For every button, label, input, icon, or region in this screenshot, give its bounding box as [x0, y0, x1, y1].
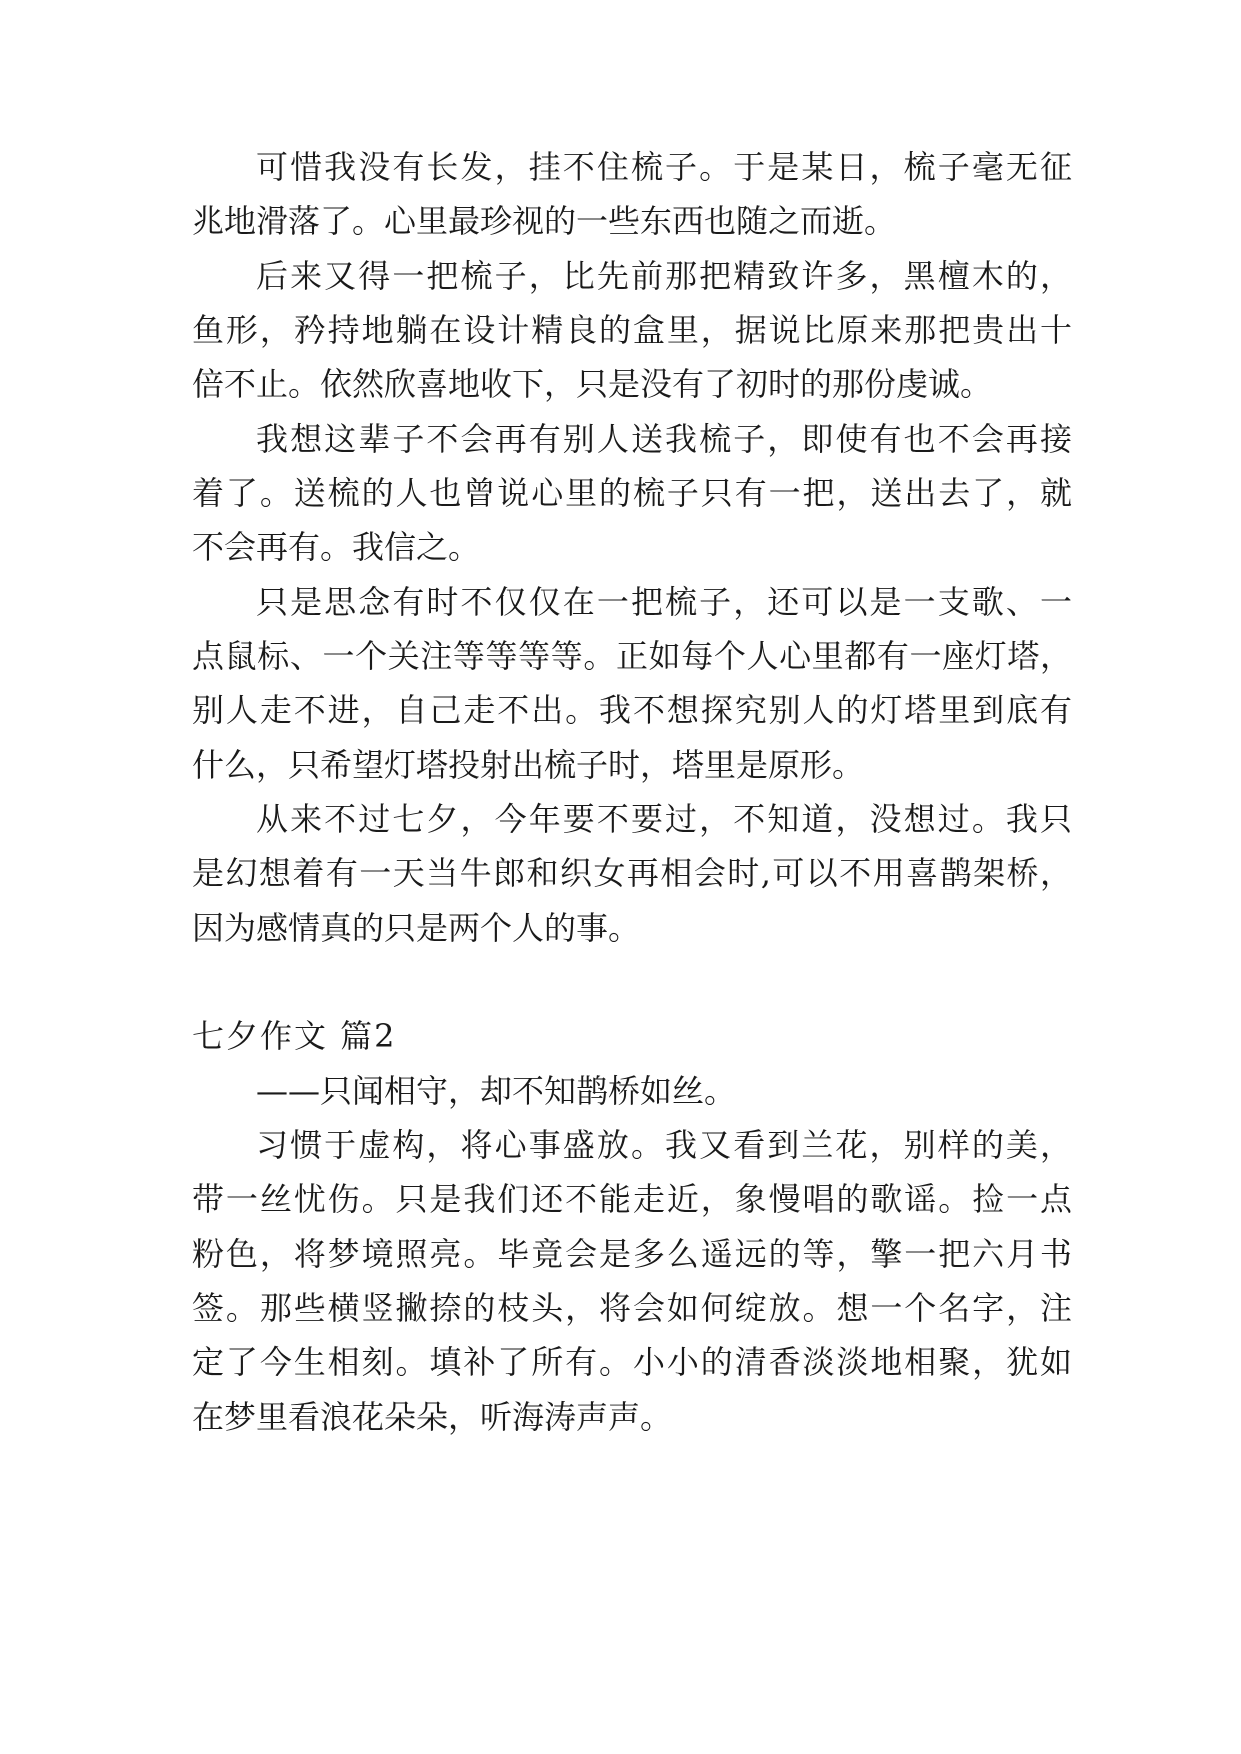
paragraph-5-line-2: 是幻想着有一天当牛郎和织女再相会时,可以不用喜鹊架桥， — [192, 854, 1072, 892]
paragraph-6-line-1: 习惯于虚构，将心事盛放。我又看到兰花，别样的美， — [256, 1126, 1072, 1164]
paragraph-5-line-3: 因为感情真的只是两个人的事。 — [192, 909, 641, 947]
paragraph-1-line-1: 可惜我没有长发，挂不住梳子。于是某日，梳子毫无征 — [256, 148, 1072, 186]
paragraph-4-line-2: 点鼠标、一个关注等等等等。正如每个人心里都有一座灯塔， — [192, 637, 1072, 675]
paragraph-6-line-6: 在梦里看浪花朵朵，听海涛声声。 — [192, 1398, 673, 1436]
epigraph-line: ——只闻相守，却不知鹊桥如丝。 — [256, 1072, 737, 1110]
paragraph-4-line-4: 什么，只希望灯塔投射出梳子时，塔里是原形。 — [192, 746, 865, 784]
paragraph-3-line-2: 着了。送梳的人也曾说心里的梳子只有一把，送出去了，就 — [192, 474, 1072, 512]
paragraph-3-line-3: 不会再有。我信之。 — [192, 528, 481, 566]
paragraph-6-line-3: 粉色，将梦境照亮。毕竟会是多么遥远的等，擎一把六月书 — [192, 1235, 1072, 1273]
paragraph-6-line-5: 定了今生相刻。填补了所有。小小的清香淡淡地相聚，犹如 — [192, 1343, 1072, 1381]
section-title: 七夕作文 篇2 — [192, 1017, 397, 1055]
paragraph-6-line-4: 签。那些横竖撇捺的枝头，将会如何绽放。想一个名字，注 — [192, 1289, 1072, 1327]
paragraph-2-line-1: 后来又得一把梳子，比先前那把精致许多，黑檀木的， — [256, 257, 1072, 295]
paragraph-5-line-1: 从来不过七夕，今年要不要过，不知道，没想过。我只 — [256, 800, 1072, 838]
paragraph-3-line-1: 我想这辈子不会再有别人送我梳子，即使有也不会再接 — [256, 420, 1072, 458]
paragraph-2-line-3: 倍不止。依然欣喜地收下，只是没有了初时的那份虔诚。 — [192, 365, 993, 403]
paragraph-6-line-2: 带一丝忧伤。只是我们还不能走近，象慢唱的歌谣。捡一点 — [192, 1180, 1072, 1218]
paragraph-4-line-1: 只是思念有时不仅仅在一把梳子，还可以是一支歌、一 — [256, 583, 1072, 621]
paragraph-1-line-2: 兆地滑落了。心里最珍视的一些东西也随之而逝。 — [192, 202, 897, 240]
paragraph-2-line-2: 鱼形，矜持地躺在设计精良的盒里，据说比原来那把贵出十 — [192, 311, 1072, 349]
paragraph-4-line-3: 别人走不进，自己走不出。我不想探究别人的灯塔里到底有 — [192, 691, 1072, 729]
